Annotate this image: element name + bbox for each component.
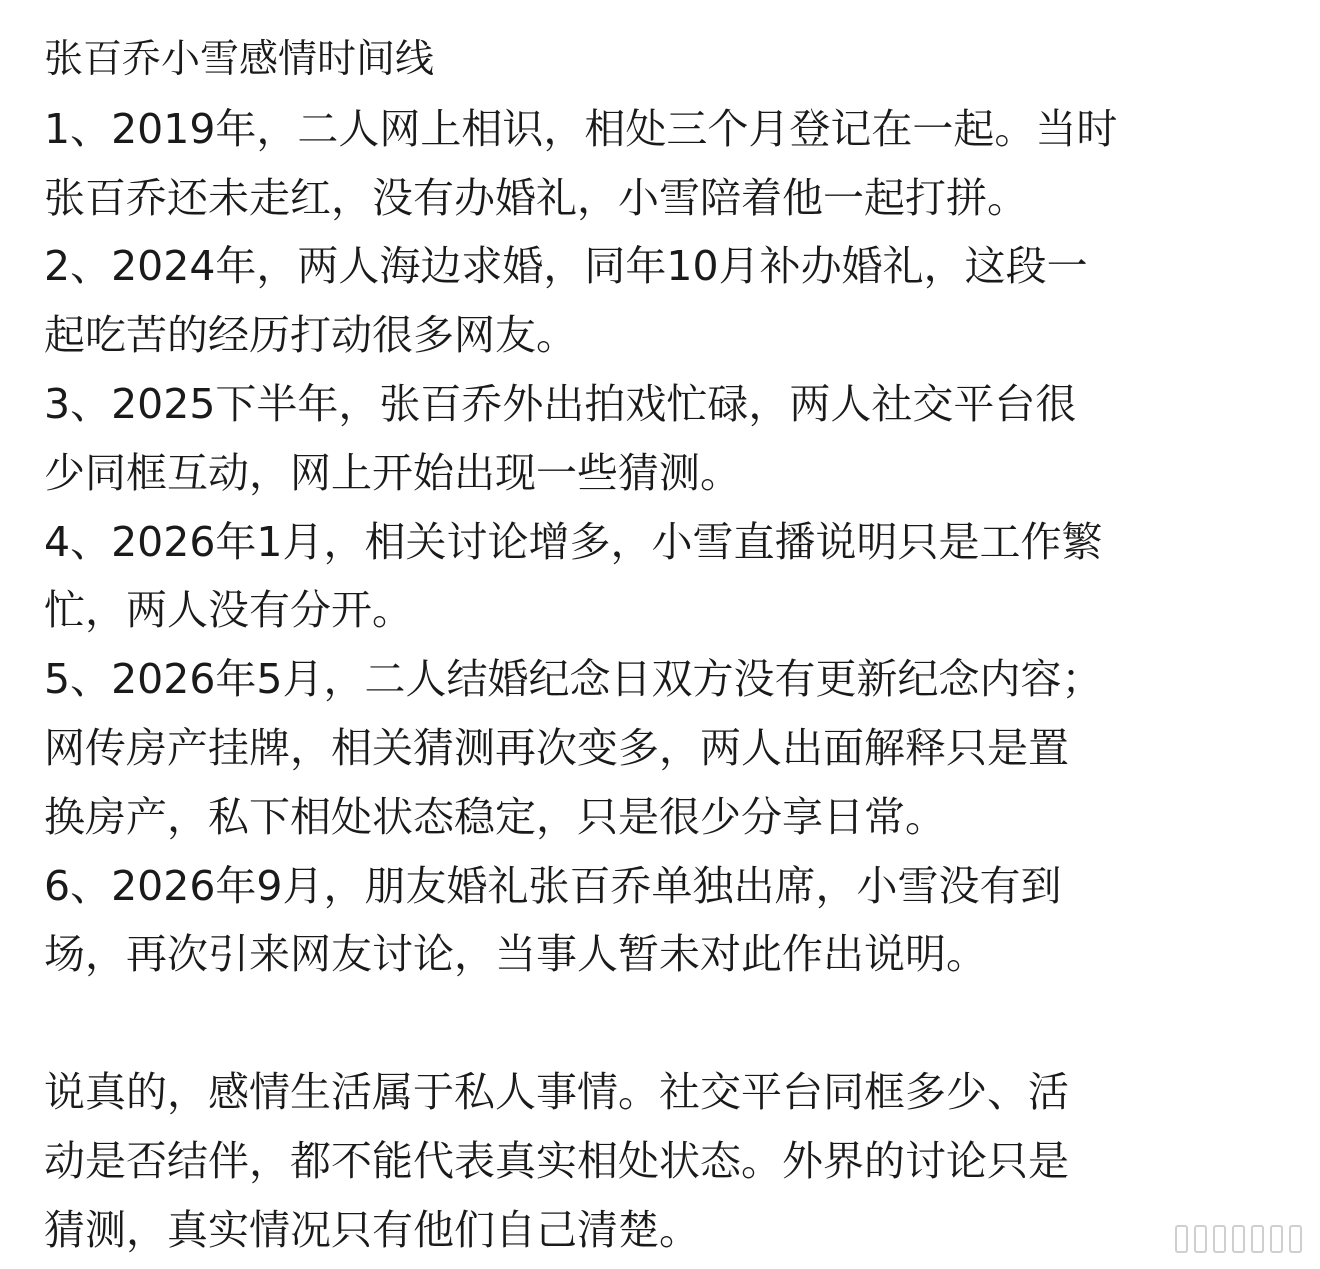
timeline-line: 网传房产挂牌，相关猜测再次变多，两人出面解释只是置 [44, 723, 1069, 772]
watermark-bar [1232, 1225, 1245, 1253]
timeline-line: 忙，两人没有分开。 [44, 586, 413, 635]
watermark-bar [1194, 1225, 1207, 1253]
timeline-line: 6、2026年9月，朋友婚礼张百乔单独出席，小雪没有到 [44, 861, 1062, 910]
watermark-bar [1289, 1225, 1302, 1253]
paragraph-spacer [44, 989, 1280, 1058]
timeline-line: 换房产，私下相处状态稳定，只是很少分享日常。 [44, 792, 946, 841]
post-body [44, 26, 1280, 1264]
timeline-line: 1、2019年，二人网上相识，相处三个月登记在一起。当时 [44, 104, 1118, 153]
timeline-line: 场，再次引来网友讨论，当事人暂未对此作出说明。 [44, 930, 987, 979]
closing-line: 说真的，感情生活属于私人事情。社交平台同框多少、活 [44, 1067, 1069, 1116]
timeline-line: 2、2024年，两人海边求婚，同年10月补办婚礼，这段一 [44, 242, 1088, 291]
post-title: 张百乔小雪感情时间线 [44, 37, 435, 82]
timeline-line: 张百乔还未走红，没有办婚礼，小雪陪着他一起打拼。 [44, 173, 1028, 222]
watermark-bars-icon [1175, 1225, 1302, 1253]
watermark-bar [1175, 1225, 1188, 1253]
timeline-line: 5、2026年5月，二人结婚纪念日双方没有更新纪念内容； [44, 655, 1103, 704]
closing-line: 动是否结伴，都不能代表真实相处状态。外界的讨论只是 [44, 1136, 1069, 1185]
timeline-line: 4、2026年1月，相关讨论增多，小雪直播说明只是工作繁 [44, 517, 1103, 566]
closing-line: 猜测，真实情况只有他们自己清楚。 [44, 1205, 700, 1254]
watermark-bar [1213, 1225, 1226, 1253]
timeline [44, 95, 1280, 989]
timeline-line: 起吃苦的经历打动很多网友。 [44, 311, 577, 360]
closing-paragraph [44, 1058, 1280, 1264]
watermark-bar [1270, 1225, 1283, 1253]
watermark-bar [1251, 1225, 1264, 1253]
timeline-line: 3、2025下半年，张百乔外出拍戏忙碌，两人社交平台很 [44, 379, 1077, 428]
timeline-line: 少同框互动，网上开始出现一些猜测。 [44, 448, 741, 497]
